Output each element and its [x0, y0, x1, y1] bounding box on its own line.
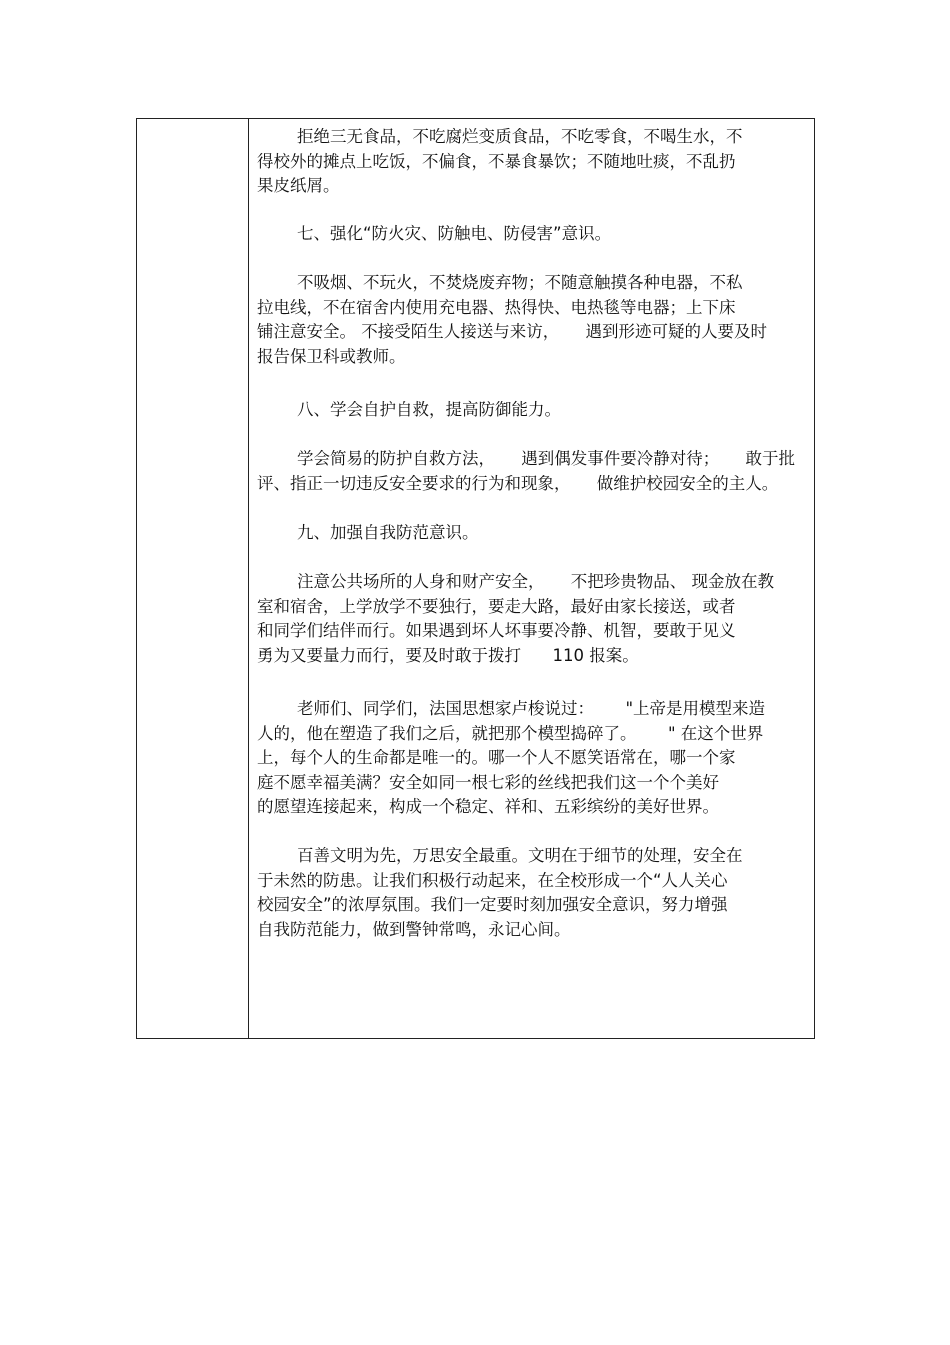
paragraph-line: 校园安全”的浓厚氛围。我们一定要时刻加强安全意识，努力增强 [257, 895, 728, 914]
paragraph-line: 拉电线，不在宿舍内使用充电器、热得快、电热毯等电器；上下床 [257, 297, 736, 317]
paragraph-line: 铺注意安全。 不接受陌生人接送与来访， 遇到形迹可疑的人要及时 [257, 322, 767, 341]
paragraph-line: 室和宿舍，上学放学不要独行，要走大路，最好由家长接送，或者 [257, 596, 736, 616]
paragraph-line: 八、学会自护自救，提高防御能力。 [297, 400, 561, 419]
paragraph-line: 评、指正一切违反安全要求的行为和现象， 做维护校园安全的主人。 [257, 473, 779, 493]
paragraph-line: 和同学们结伴而行。如果遇到坏人坏事要冷静、机智，要敢于见义 [257, 621, 736, 640]
paragraph-line: 的愿望连接起来，构成一个稳定、祥和、五彩缤纷的美好世界。 [257, 797, 719, 816]
paragraph-line: 不吸烟、不玩火，不焚烧废弃物；不随意触摸各种电器，不私 [297, 273, 743, 292]
paragraph-line: 拒绝三无食品，不吃腐烂变质食品，不吃零食，不喝生水，不 [297, 127, 743, 146]
paragraph-line: 学会简易的防护自救方法， 遇到偶发事件要冷静对待； 敢于批 [297, 449, 795, 468]
paragraph-line: 九、加强自我防范意识。 [297, 523, 479, 542]
table-left-column [137, 119, 249, 1038]
paragraph-line: 自我防范能力，做到警钟常鸣，永记心间。 [257, 919, 571, 939]
paragraph-line: 勇为又要量力而行，要及时敢于拨打 110 报案。 [257, 645, 639, 665]
paragraph-line: 得校外的摊点上吃饭，不偏食，不暴食暴饮；不随地吐痰，不乱扔 [257, 151, 736, 171]
document-table [136, 118, 815, 1039]
paragraph-line: 百善文明为先，万思安全最重。文明在于细节的处理，安全在 [297, 846, 743, 865]
paragraph-line: 七、强化“防火灾、防触电、防侵害”意识。 [297, 224, 612, 243]
paragraph-line: 老师们、同学们，法国思想家卢梭说过： "上帝是用模型来造 [297, 699, 766, 718]
paragraph-line: 注意公共场所的人身和财产安全， 不把珍贵物品、 现金放在教 [297, 572, 774, 591]
paragraph-line: 人的，他在塑造了我们之后，就把那个模型捣碎了。 " 在这个世界 [257, 723, 764, 743]
paragraph-line: 庭不愿幸福美满？安全如同一根七彩的丝线把我们这一个个美好 [257, 772, 719, 792]
paragraph-line: 上，每个人的生命都是唯一的。哪一个人不愿笑语常在，哪一个家 [257, 748, 736, 767]
paragraph-line: 于未然的防患。让我们积极行动起来，在全校形成一个“人人关心 [257, 870, 728, 890]
paragraph-line: 报告保卫科或教师。 [257, 346, 406, 366]
paragraph-line: 果皮纸屑。 [257, 176, 340, 195]
